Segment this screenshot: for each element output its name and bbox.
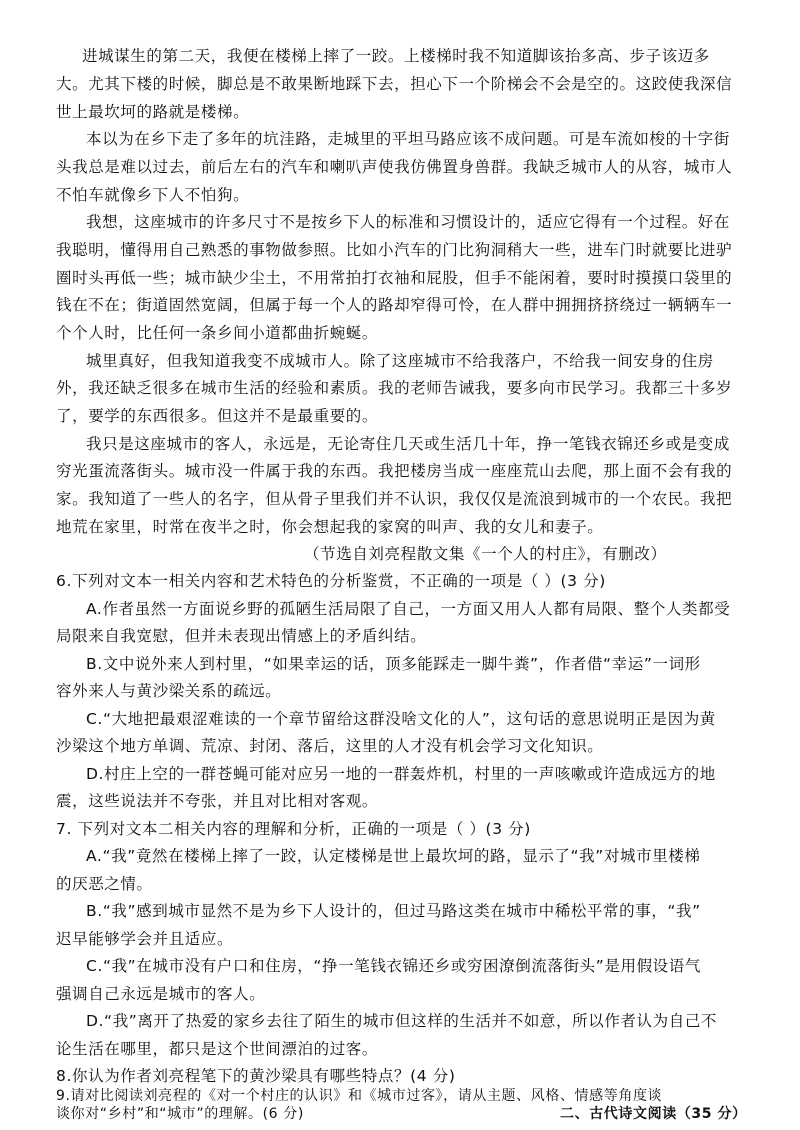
q6-option-b-line2: 容外来人与黄沙梁关系的疏远。 — [56, 682, 282, 700]
passage-p5-line1: 我只是这座城市的客人，永远是，无论寄住几天或生活几十年，挣一笔钱衣锦还乡或是变成 — [86, 435, 731, 453]
q7-option-c-line1: C.“我”在城市没有户口和住房，“挣一笔钱衣锦还乡或穷困潦倒流落街头”是用假设语气 — [86, 957, 701, 975]
q6-option-d-line1: D.村庄上空的一群苍蝇可能对应另一地的一群轰炸机，村里的一声咳嗽或许造成远方的地 — [86, 765, 716, 783]
passage-p3-line2: 我聪明，懂得用自己熟悉的事物做参照。比如小汽车的门比狗洞稍大一些，进车门时就要比进驴 — [56, 241, 733, 259]
passage-p3-line3: 圈时头再低一些；城市缺少尘土，不用常拍打衣袖和屁股，但手不能闲着，要时时摸摸口袋里的 — [56, 269, 733, 287]
passage-p2-line1: 本以为在乡下走了多年的坑洼路，走城里的平坦马路应该不成问题。可是车流如梭的十字街 — [86, 130, 731, 148]
passage-p4-line1: 城里真好，但我知道我变不成城市人。除了这座城市不给我落户，不给我一间安身的住房 — [86, 352, 714, 370]
q6-option-c-line1: C.“大地把最艰涩难读的一个章节留给这群没啥文化的人”，这句话的意思说明正是因为黄 — [86, 710, 716, 728]
passage-p3-line1: 我想，这座城市的许多尺寸不是按乡下人的标准和习惯设计的，适应它得有一个过程。好在 — [86, 213, 731, 231]
q6-stem: 6.下列对文本一相关内容和艺术特色的分析鉴赏，不正确的一项是（ ）(3 分) — [56, 572, 606, 590]
q6-option-c-line2: 沙梁这个地方单调、荒凉、封闭、落后，这里的人才没有机会学习文化知识。 — [56, 737, 604, 755]
section-2-heading: 二、古代诗文阅读（35 分） — [560, 1106, 747, 1122]
q6-option-a-line1: A.作者虽然一方面说乡野的孤陋生活局限了自己，一方面又用人人都有局限、整个人类都受 — [86, 600, 731, 618]
q7-option-d-line2: 论生活在哪里，都只是这个世间漂泊的过客。 — [56, 1040, 379, 1058]
q7-option-b-line2: 迟早能够学会并且适应。 — [56, 930, 234, 948]
passage-p3-line4: 钱在不在；街道固然宽阔，但属于每一个人的路却窄得可怜，在人群中拥拥挤挤绕过一辆辆车一 — [56, 296, 733, 314]
passage-p3-line5: 个个人时，比任何一条乡间小道都曲折蜿蜒。 — [56, 324, 379, 342]
q7-option-b-line1: B.“我”感到城市显然不是为乡下人设计的，但过马路这类在城市中稀松平常的事，“我” — [86, 902, 701, 920]
passage-p5-line3: 家。我知道了一些人的名字，但从骨子里我们并不认识，我仅仅是流浪到城市的一个农民。我把 — [56, 490, 733, 508]
passage-p5-line4: 地荒在家里，时常在夜半之时，你会想起我的家窝的叫声、我的女儿和妻子。 — [56, 518, 604, 536]
q6-option-a-line2: 局限来自我宽慰，但并未表现出情感上的矛盾纠结。 — [56, 627, 427, 645]
passage-source: （节选自刘亮程散文集《一个人的村庄》，有删改） — [304, 545, 667, 563]
q7-option-c-line2: 强调自己永远是城市的客人。 — [56, 985, 266, 1003]
passage-p1-line2: 大。尤其下楼的时候，脚总是不敢果断地踩下去，担心下一个阶梯会不会是空的。这跤使我深信 — [56, 75, 733, 93]
q7-option-d-line1: D.“我”离开了热爱的家乡去往了陌生的城市但这样的生活并不如意，所以作者认为自己不 — [86, 1012, 718, 1030]
q7-option-a-line2: 的厌恶之情。 — [56, 875, 153, 893]
q7-option-a-line1: A.“我”竟然在楼梯上摔了一跤，认定楼梯是世上最坎坷的路，显示了“我”对城市里楼梯 — [86, 847, 701, 865]
passage-p4-line2: 外，我还缺乏很多在城市生活的经验和素质。我的老师告诫我，要多向市民学习。我都三十多岁 — [56, 379, 733, 397]
passage-p5-line2: 穷光蛋流落街头。城市没一件属于我的东西。我把楼房当成一座座荒山去爬，那上面不会有我的 — [56, 462, 733, 480]
q7-stem: 7. 下列对文本二相关内容的理解和分析，正确的一项是（ ）(3 分) — [56, 820, 531, 838]
passage-p1-line1: 进城谋生的第二天，我便在楼梯上摔了一跤。上楼梯时我不知道脚该抬多高、步子该迈多 — [82, 47, 710, 65]
q9-stem-line2: 谈你对“乡村”和“城市”的理解。(6 分) — [56, 1106, 304, 1122]
q9-stem-line1: 9.请对比阅读刘亮程的《对一个村庄的认识》和《城市过客》，请从主题、风格、情感等角度谈 — [56, 1088, 663, 1104]
q6-option-b-line1: B.文中说外来人到村里，“如果幸运的话，顶多能踩走一脚牛粪”，作者借“幸运”一词形 — [86, 655, 701, 673]
passage-p2-line3: 不怕车就像乡下人不怕狗。 — [56, 186, 250, 204]
passage-p4-line3: 了，要学的东西很多。但这并不是最重要的。 — [56, 407, 379, 425]
q8-stem: 8.你认为作者刘亮程笔下的黄沙梁具有哪些特点？(4 分) — [56, 1067, 456, 1085]
passage-p1-line3: 世上最坎坷的路就是楼梯。 — [56, 103, 250, 121]
q6-option-d-line2: 震，这些说法并不夸张，并且对比相对客观。 — [56, 792, 379, 810]
passage-p2-line2: 头我总是难以过去，前后左右的汽车和喇叭声使我仿佛置身兽群。我缺乏城市人的从容，城市人 — [56, 158, 733, 176]
